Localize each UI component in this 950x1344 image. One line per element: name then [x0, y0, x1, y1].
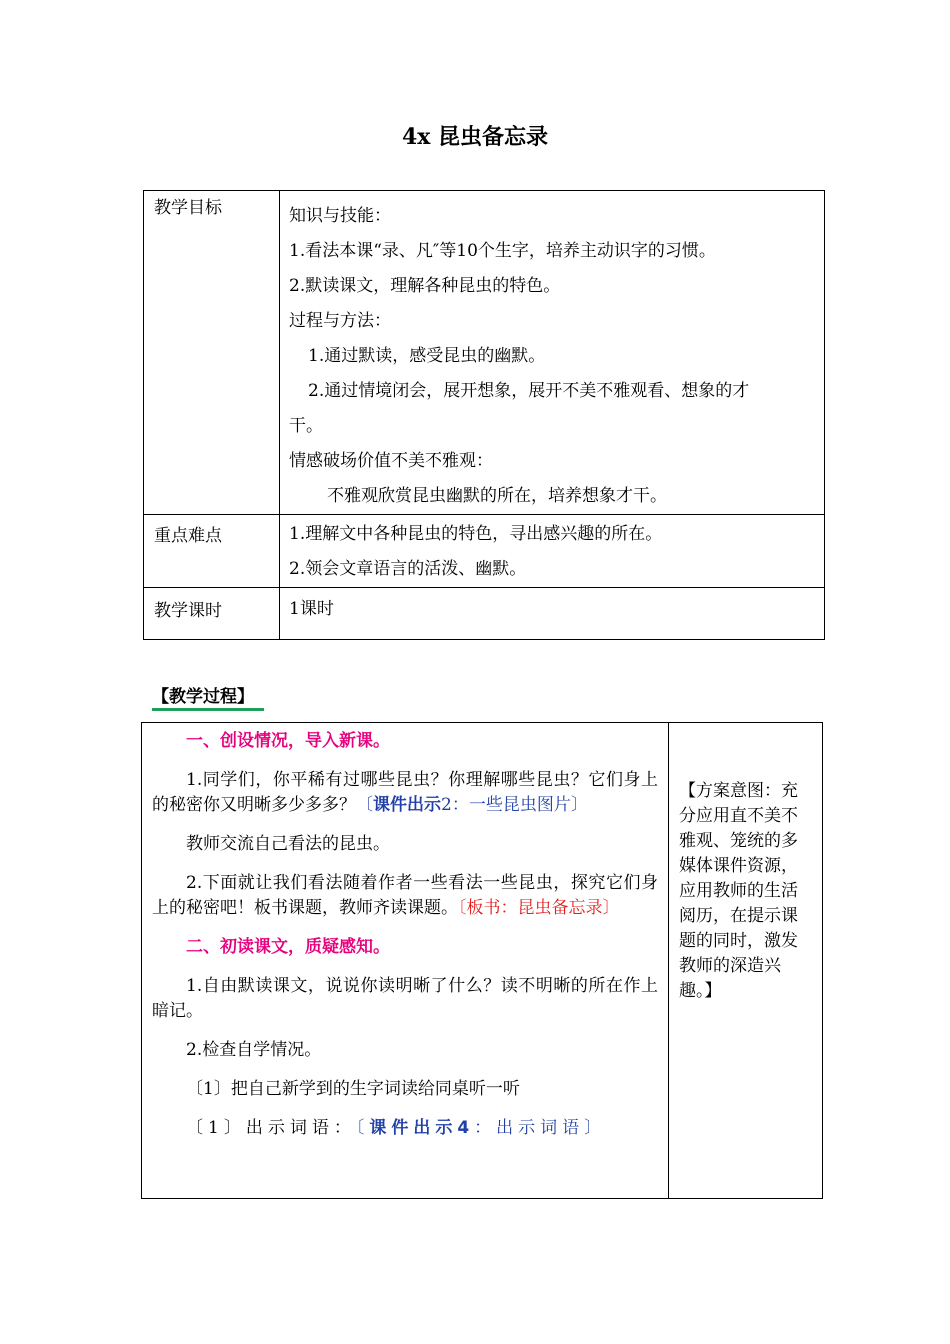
key-points-row	[144, 515, 825, 588]
page-title: 4x 昆虫备忘录	[401, 124, 549, 150]
key-point-line: 2.领会文章语言的活泼、幽默。	[289, 559, 527, 579]
process-label-underline	[152, 708, 264, 711]
objectives-content	[280, 191, 825, 515]
process-section-label: 【教学过程】	[152, 687, 254, 707]
design-intent-note: 【方案意图：充分应用直不美不雅观、笼统的多媒体课件资源，应用教师的生活阅历，在提示课题的同时，激发教师的深造兴趣。】	[679, 781, 798, 1001]
courseware-bracket: 〔	[356, 795, 373, 815]
paragraph-1-text: 1.同学们，你平稀有过哪些昆虫？你理解哪些昆虫？它们身上的秘密你又明晰多少多多？	[152, 770, 658, 815]
paragraph-2: 教师交流自己看法的昆虫。	[186, 834, 390, 854]
objective-line: 2.通过情境闭会，展开想象，展开不美不雅观看、想象的才	[308, 381, 750, 401]
paragraph-3	[152, 871, 658, 921]
objective-line: 1.看法本课“录、凡″等10个生字，培养主动识字的习惯。	[289, 241, 716, 261]
paragraph-6: 〔1〕把自己新学到的生字词读给同桌听一听	[186, 1079, 520, 1099]
courseware-label: 课件出示	[373, 795, 441, 815]
courseware-label: 课件出示4	[369, 1118, 475, 1138]
process-row	[142, 723, 823, 1199]
section-heading-2: 二、初读课文，质疑感知。	[186, 937, 390, 957]
section-heading-1: 一、创设情况，导入新课。	[186, 731, 390, 751]
paragraph-5: 2.检查自学情况。	[186, 1040, 322, 1060]
courseware-note-1	[356, 795, 588, 815]
objectives-label: 教学目标	[144, 191, 280, 515]
board-note: 〔板书：昆虫备忘录〕	[458, 898, 620, 918]
objective-line: 不雅观欣赏昆虫幽默的所在，培养想象才干。	[327, 486, 667, 506]
process-main-cell	[142, 723, 669, 1199]
objectives-table	[143, 190, 825, 640]
paragraph-1	[152, 768, 658, 818]
objective-line: 1.通过默读，感受昆虫的幽默。	[308, 346, 546, 366]
courseware-bracket: 〔	[355, 1118, 370, 1138]
objective-line: 情感破场价值不美不雅观：	[289, 451, 493, 471]
key-points-content	[280, 515, 825, 588]
key-point-line: 1.理解文中各种昆虫的特色，寻出感兴趣的所在。	[289, 524, 663, 544]
paragraph-3-text: 2.下面就让我们看法随着作者一些看法一些昆虫，探究它们身上的秘密吧！板书课题，教师齐读课题。	[152, 873, 658, 918]
class-hours-row	[144, 588, 825, 640]
design-intent-cell	[669, 723, 823, 1199]
courseware-detail: 2：一些昆虫图片〕	[441, 795, 588, 815]
objective-line: 2.默读课文，理解各种昆虫的特色。	[289, 276, 561, 296]
paragraph-7-text: 〔1〕出示词语：	[186, 1118, 356, 1138]
paragraph-7	[152, 1116, 658, 1141]
process-table	[141, 722, 823, 1199]
class-hours-label: 教学课时	[144, 588, 280, 640]
class-hours-value	[280, 588, 825, 640]
class-hours-text: 1课时	[289, 599, 334, 619]
courseware-detail: ：出示词语〕	[474, 1118, 607, 1138]
courseware-note-4	[356, 1118, 606, 1138]
objectives-row	[144, 191, 825, 515]
key-points-label: 重点难点	[144, 515, 280, 588]
objective-line: 过程与方法：	[289, 311, 391, 331]
objective-line: 干。	[289, 416, 323, 436]
paragraph-4: 1.自由默读课文，说说你读明晰了什么？读不明晰的所在作上暗记。	[152, 976, 658, 1021]
objective-line: 知识与技能：	[289, 206, 391, 226]
